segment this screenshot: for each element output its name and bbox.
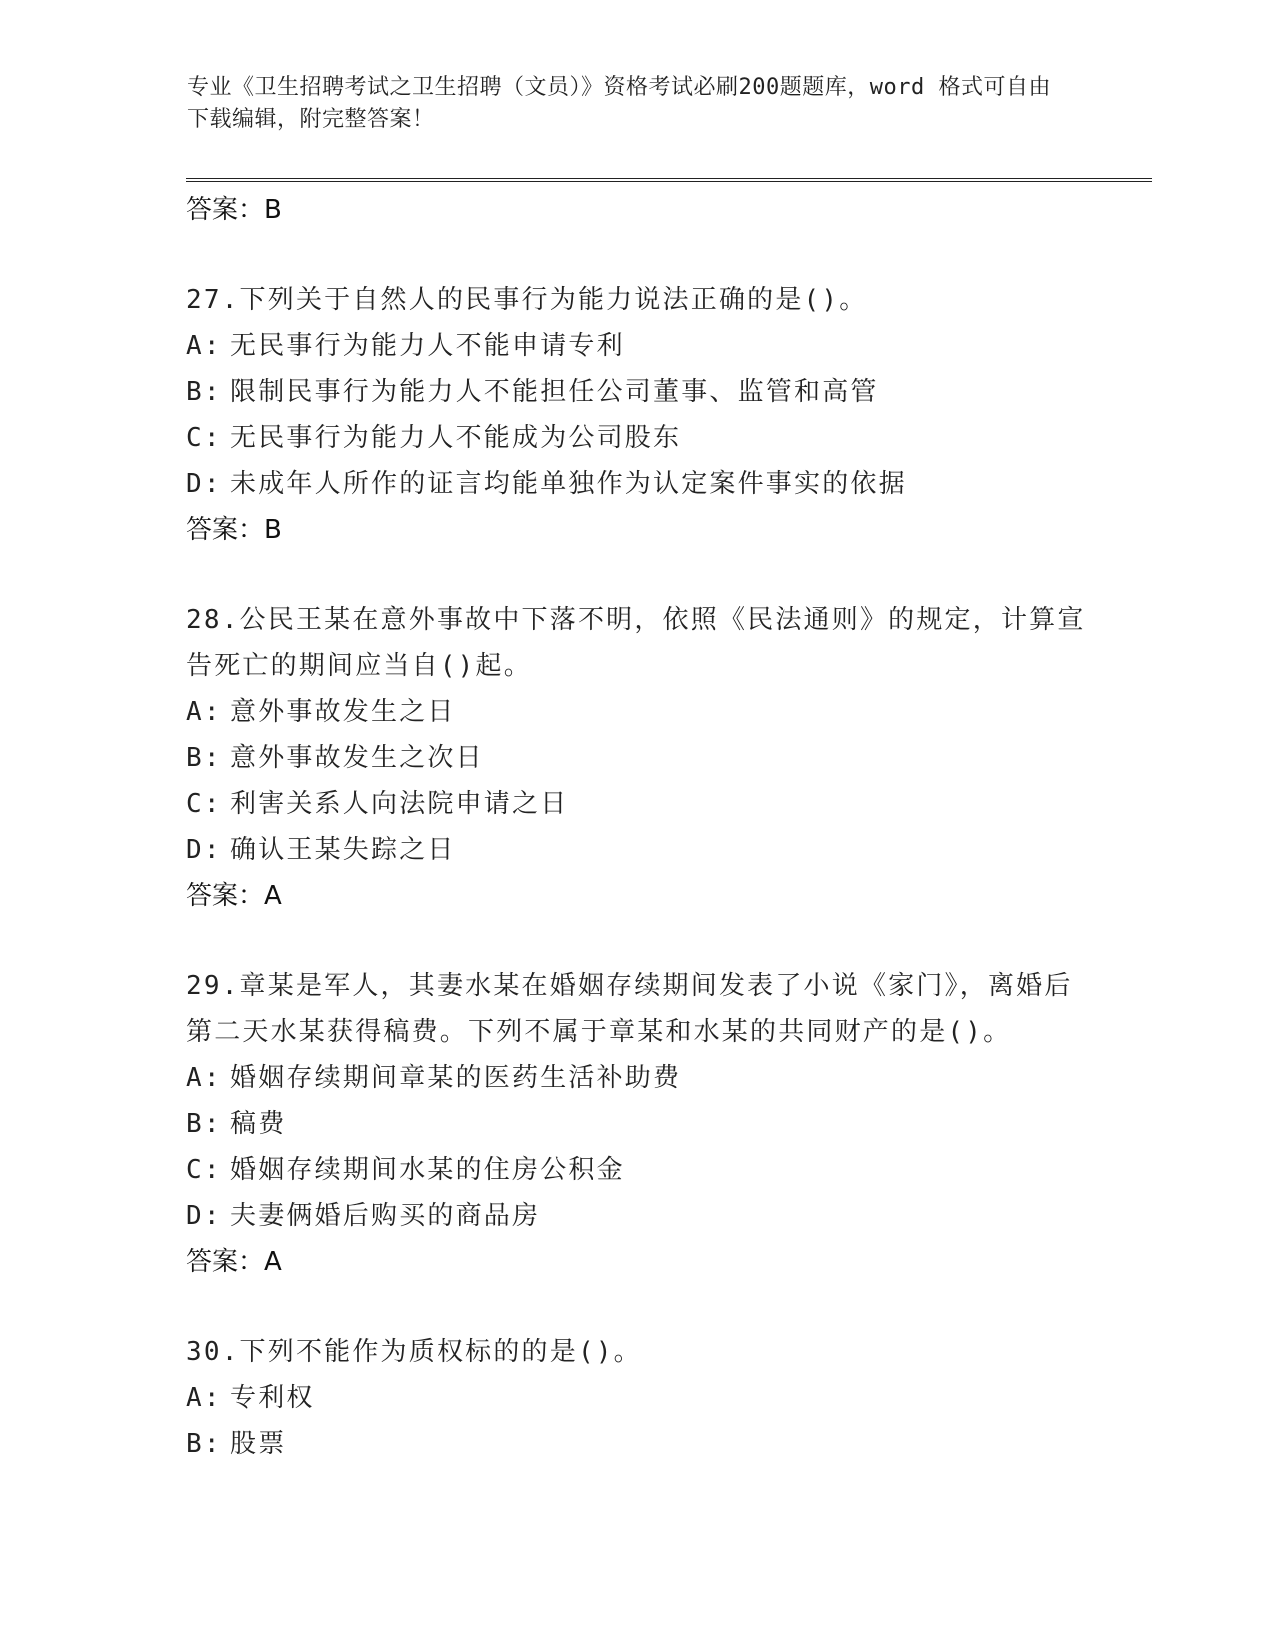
option-c [186, 1147, 1086, 1193]
option-letter: D: [186, 835, 222, 865]
option-d [186, 827, 1086, 873]
question-28 [186, 597, 1086, 919]
option-text: 未成年人所作的证言均能单独作为认定案件事实的依据 [230, 469, 907, 499]
option-letter: B: [186, 1429, 222, 1459]
option-b [186, 369, 1086, 415]
option-c [186, 781, 1086, 827]
option-letter: B: [186, 743, 222, 773]
option-letter: C: [186, 423, 222, 453]
option-b [186, 735, 1086, 781]
option-letter: B: [186, 377, 222, 407]
option-text: 利害关系人向法院申请之日 [230, 789, 569, 819]
option-letter: A: [186, 697, 222, 727]
question-list [186, 187, 1086, 1511]
option-text: 稿费 [230, 1109, 287, 1139]
header-divider [186, 178, 1152, 182]
option-text: 意外事故发生之日 [230, 697, 456, 727]
option-text: 婚姻存续期间章某的医药生活补助费 [230, 1063, 682, 1093]
question-27 [186, 277, 1086, 553]
option-text: 专利权 [230, 1383, 315, 1413]
question-29 [186, 963, 1086, 1285]
option-letter: A: [186, 331, 222, 361]
option-text: 确认王某失踪之日 [230, 835, 456, 865]
option-b [186, 1421, 1086, 1467]
option-text: 股票 [230, 1429, 287, 1459]
option-letter: B: [186, 1109, 222, 1139]
option-d [186, 1193, 1086, 1239]
option-letter: C: [186, 1155, 222, 1185]
answer-line: 答案：A [186, 1247, 282, 1277]
question-stem: 28.公民王某在意外事故中下落不明，依照《民法通则》的规定，计算宣告死亡的期间应当自()起。 [186, 605, 1086, 681]
option-text: 限制民事行为能力人不能担任公司董事、监管和高管 [230, 377, 879, 407]
question-stem: 27.下列关于自然人的民事行为能力说法正确的是()。 [186, 285, 868, 315]
page-header [187, 72, 1067, 136]
option-letter: A: [186, 1063, 222, 1093]
option-b [186, 1101, 1086, 1147]
option-text: 意外事故发生之次日 [230, 743, 484, 773]
option-letter: C: [186, 789, 222, 819]
answer-line: 答案：B [186, 515, 282, 545]
question-30 [186, 1329, 1086, 1467]
option-letter: A: [186, 1383, 222, 1413]
option-d [186, 461, 1086, 507]
option-c [186, 415, 1086, 461]
option-a [186, 323, 1086, 369]
option-a [186, 1055, 1086, 1101]
option-text: 夫妻俩婚后购买的商品房 [230, 1201, 541, 1231]
option-a [186, 689, 1086, 735]
option-text: 无民事行为能力人不能成为公司股东 [230, 423, 682, 453]
header-text: 专业《卫生招聘考试之卫生招聘（文员）》资格考试必刷200题题库，word 格式可自由下载编辑，附完整答案！ [187, 75, 1051, 132]
option-text: 无民事行为能力人不能申请专利 [230, 331, 625, 361]
option-text: 婚姻存续期间水某的住房公积金 [230, 1155, 625, 1185]
question-stem: 30.下列不能作为质权标的的是()。 [186, 1337, 642, 1367]
option-letter: D: [186, 1201, 222, 1231]
option-a [186, 1375, 1086, 1421]
previous-answer: 答案：B [186, 195, 282, 225]
question-stem: 29.章某是军人，其妻水某在婚姻存续期间发表了小说《家门》，离婚后第二天水某获得稿费。下列不属于章某和水某的共同财产的是()。 [186, 971, 1073, 1047]
answer-line: 答案：A [186, 881, 282, 911]
option-letter: D: [186, 469, 222, 499]
